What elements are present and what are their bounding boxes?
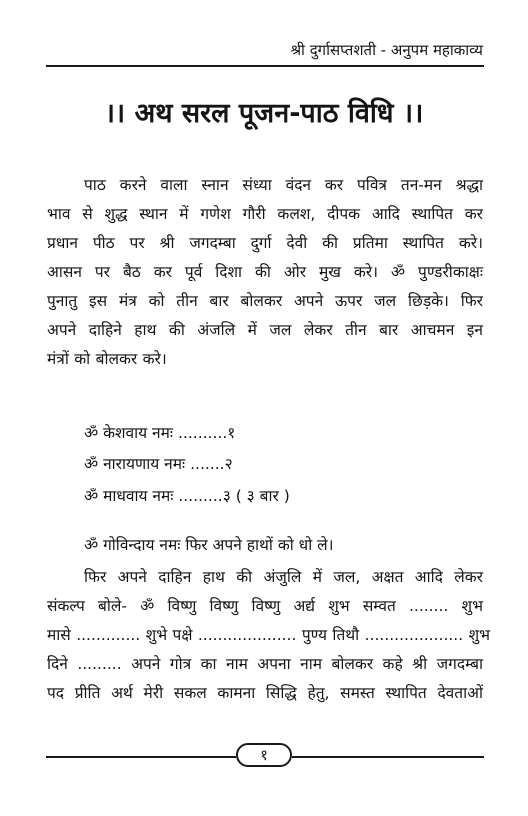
mantra-narayanaya: ॐ नारायणाय नमः .......२ (84, 455, 233, 473)
paragraph-line: संकल्प बोले- ॐ विष्णु विष्णु विष्णु अर्द्य शुभ सम्वत ........ शुभ (47, 597, 483, 615)
paragraph-line: पाठ करने वाला स्नान संध्या वंदन कर पवित्र तन-मन श्रद्धा (84, 176, 483, 194)
mantra-govindaya: ॐ गोविन्दाय नमः फिर अपने हाथों को धो ले। (84, 536, 334, 554)
paragraph-line: मासे ............. शुभे पक्षे .................... पुण्य तिथौ .................... शुभ (47, 626, 491, 644)
paragraph-line: पुनातु इस मंत्र को तीन बार बोलकर अपने ऊपर जल छिड़के। फिर (47, 292, 483, 310)
paragraph-intro (47, 171, 483, 374)
mantra-madhavaya: ॐ माधवाय नमः .........३ ( ३ बार ) (84, 487, 290, 505)
page-title: ।। अथ सरल पूजन-पाठ विधि ।। (104, 98, 424, 129)
paragraph-line: दिने ......... अपने गोत्र का नाम अपना नाम बोलकर कहे श्री जगदम्बा (47, 655, 483, 673)
mantra-keshavaya: ॐ केशवाय नमः ..........१ (84, 424, 236, 442)
running-header: श्री दुर्गासप्तशती - अनुपम महाकाव्य (290, 41, 483, 59)
paragraph-line: पद प्रीति अर्थ मेरी सकल कामना सिद्धि हेतु, समस्त स्थापित देवताओं (47, 684, 483, 702)
paragraph-line: प्रधान पीठ पर श्री जगदम्बा दुर्गा देवी की प्रतिमा स्थापित करे। (47, 234, 483, 252)
paragraph-line: मंत्रों को बोलकर करे। (47, 350, 167, 368)
paragraph-line: अपने दाहिने हाथ की अंजलि में जल लेकर तीन बार आचमन इन (47, 321, 483, 339)
paragraph-line: भाव से शुद्ध स्थान में गणेश गौरी कलश, दीपक आदि स्थापित कर (47, 205, 483, 223)
paragraph-sankalp (47, 563, 491, 708)
footer-rule-right (292, 756, 484, 758)
paragraph-line: आसन पर बैठ कर पूर्व दिशा की ओर मुख करे। ॐ पुण्डरीकाक्षः (47, 263, 483, 281)
header-rule (46, 65, 484, 67)
footer-rule-left (46, 756, 236, 758)
paragraph-line: फिर अपने दाहिन हाथ की अंजुलि में जल, अक्षत आदि लेकर (84, 568, 483, 586)
page-number: १ (236, 743, 292, 767)
